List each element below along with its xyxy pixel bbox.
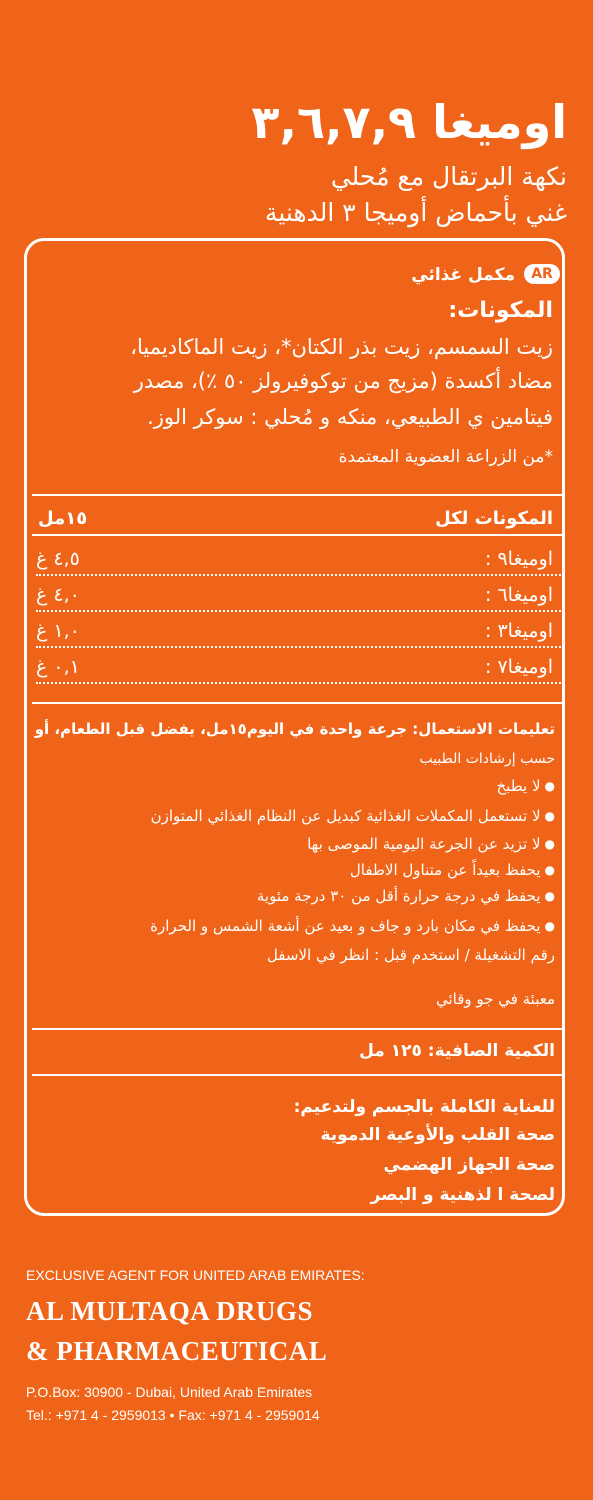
organic-note: *من الزراعة العضوية المعتمدة <box>338 447 553 467</box>
table-divider <box>32 534 564 536</box>
divider <box>32 1028 564 1030</box>
supplement-label: مكمل غذائي <box>411 265 515 285</box>
divider <box>32 494 564 496</box>
ingredients-line: زيت السمسم، زيت بذر الكتان*، زيت الماكاديميا، <box>130 335 553 359</box>
warning-text: لا تستعمل المكملات الغذائية كبديل عن النظام الغذائي المتوازن <box>150 807 541 825</box>
row-divider <box>36 682 564 684</box>
net-quantity: الكمية الصافية: ١٢٥ مل <box>359 1041 555 1061</box>
company-name-line: & PHARMACEUTICAL <box>26 1336 328 1366</box>
directions-line: حسب إرشادات الطبيب <box>419 751 555 767</box>
language-badge: AR <box>524 264 560 284</box>
table-unit: ١٥مل <box>38 508 88 529</box>
ingredients-heading: المكونات: <box>448 298 553 323</box>
table-row-value: ٠,١ غ <box>36 656 80 678</box>
table-row-value: ١,٠ غ <box>36 620 80 642</box>
flavor-line: نكهة البرتقال مع مُحلي <box>330 162 567 191</box>
bullet-icon: ● <box>544 889 555 903</box>
product-title: اوميغا ٣,٦,٧,٩ <box>251 95 567 149</box>
ingredients-line: مضاد أكسدة (مزيج من توكوفيرولز ٥٠ ٪)، مصدر <box>133 369 553 393</box>
warning-item <box>30 884 555 908</box>
bullet-icon: ● <box>544 863 555 877</box>
bullet-icon: ● <box>544 809 555 823</box>
bullet-icon: ● <box>544 779 555 793</box>
bullet-icon: ● <box>544 837 555 851</box>
warning-text: يحفظ في درجة حرارة أقل من ٣٠ درجة مئوية <box>256 887 541 905</box>
care-item: لصحة ا لذهنية و البصر <box>370 1185 555 1205</box>
table-heading: المكونات لكل <box>435 508 553 529</box>
packed-line: معبئة في جو وقائي <box>435 990 555 1008</box>
warning-text: يحفظ بعيداً عن متناول الاطفال <box>349 861 541 879</box>
company-contact: Tel.: +971 4 - 2959013 • Fax: +971 4 - 2959014 <box>26 1407 320 1423</box>
warning-item <box>30 832 555 856</box>
omega-rich-line: غني بأحماض أوميجا ٣ الدهنية <box>264 198 567 227</box>
warning-item <box>30 804 555 828</box>
care-item: صحة القلب والأوعية الدموية <box>320 1125 555 1145</box>
table-row-label: اوميغا٦ : <box>485 584 553 606</box>
divider <box>32 702 564 704</box>
row-divider <box>36 646 564 648</box>
warning-text: لا تزيد عن الجرعة اليومية الموصى بها <box>307 835 541 853</box>
warning-item <box>30 858 555 882</box>
table-row-value: ٤,٥ غ <box>36 548 80 570</box>
company-name-line: AL MULTAQA DRUGS <box>26 1296 314 1326</box>
table-row-label: اوميغا٧ : <box>485 656 553 678</box>
row-divider <box>36 610 564 612</box>
care-intro: للعناية الكاملة بالجسم ولتدعيم: <box>293 1097 555 1117</box>
warning-text: يحفظ في مكان بارد و جاف و بعيد عن أشعة الشمس و الحرارة <box>150 917 541 935</box>
batch-expiry-line: رقم التشغيلة / استخدم قبل : انظر في الاسفل <box>266 946 555 964</box>
agent-heading: EXCLUSIVE AGENT FOR UNITED ARAB EMIRATES: <box>26 1267 365 1283</box>
table-row-label: اوميغا٣ : <box>485 620 553 642</box>
table-row-value: ٤,٠ غ <box>36 584 80 606</box>
bullet-icon: ● <box>544 919 555 933</box>
divider <box>32 1074 564 1076</box>
care-item: صحة الجهاز الهضمي <box>383 1155 555 1175</box>
table-row-label: اوميغا٩ : <box>485 548 553 570</box>
row-divider <box>36 574 564 576</box>
ingredients-line: فيتامين ي الطبيعي، منكه و مُحلي : سوكر الوز. <box>147 405 553 429</box>
directions-line: تعليمات الاستعمال: جرعة واحدة في اليوم١٥مل، يفضل قبل الطعام، أو <box>34 720 555 738</box>
warning-item <box>30 774 555 798</box>
warning-item <box>30 914 555 938</box>
company-address: P.O.Box: 30900 - Dubai, United Arab Emirates <box>26 1384 313 1400</box>
warning-text: لا يطبخ <box>496 777 541 795</box>
